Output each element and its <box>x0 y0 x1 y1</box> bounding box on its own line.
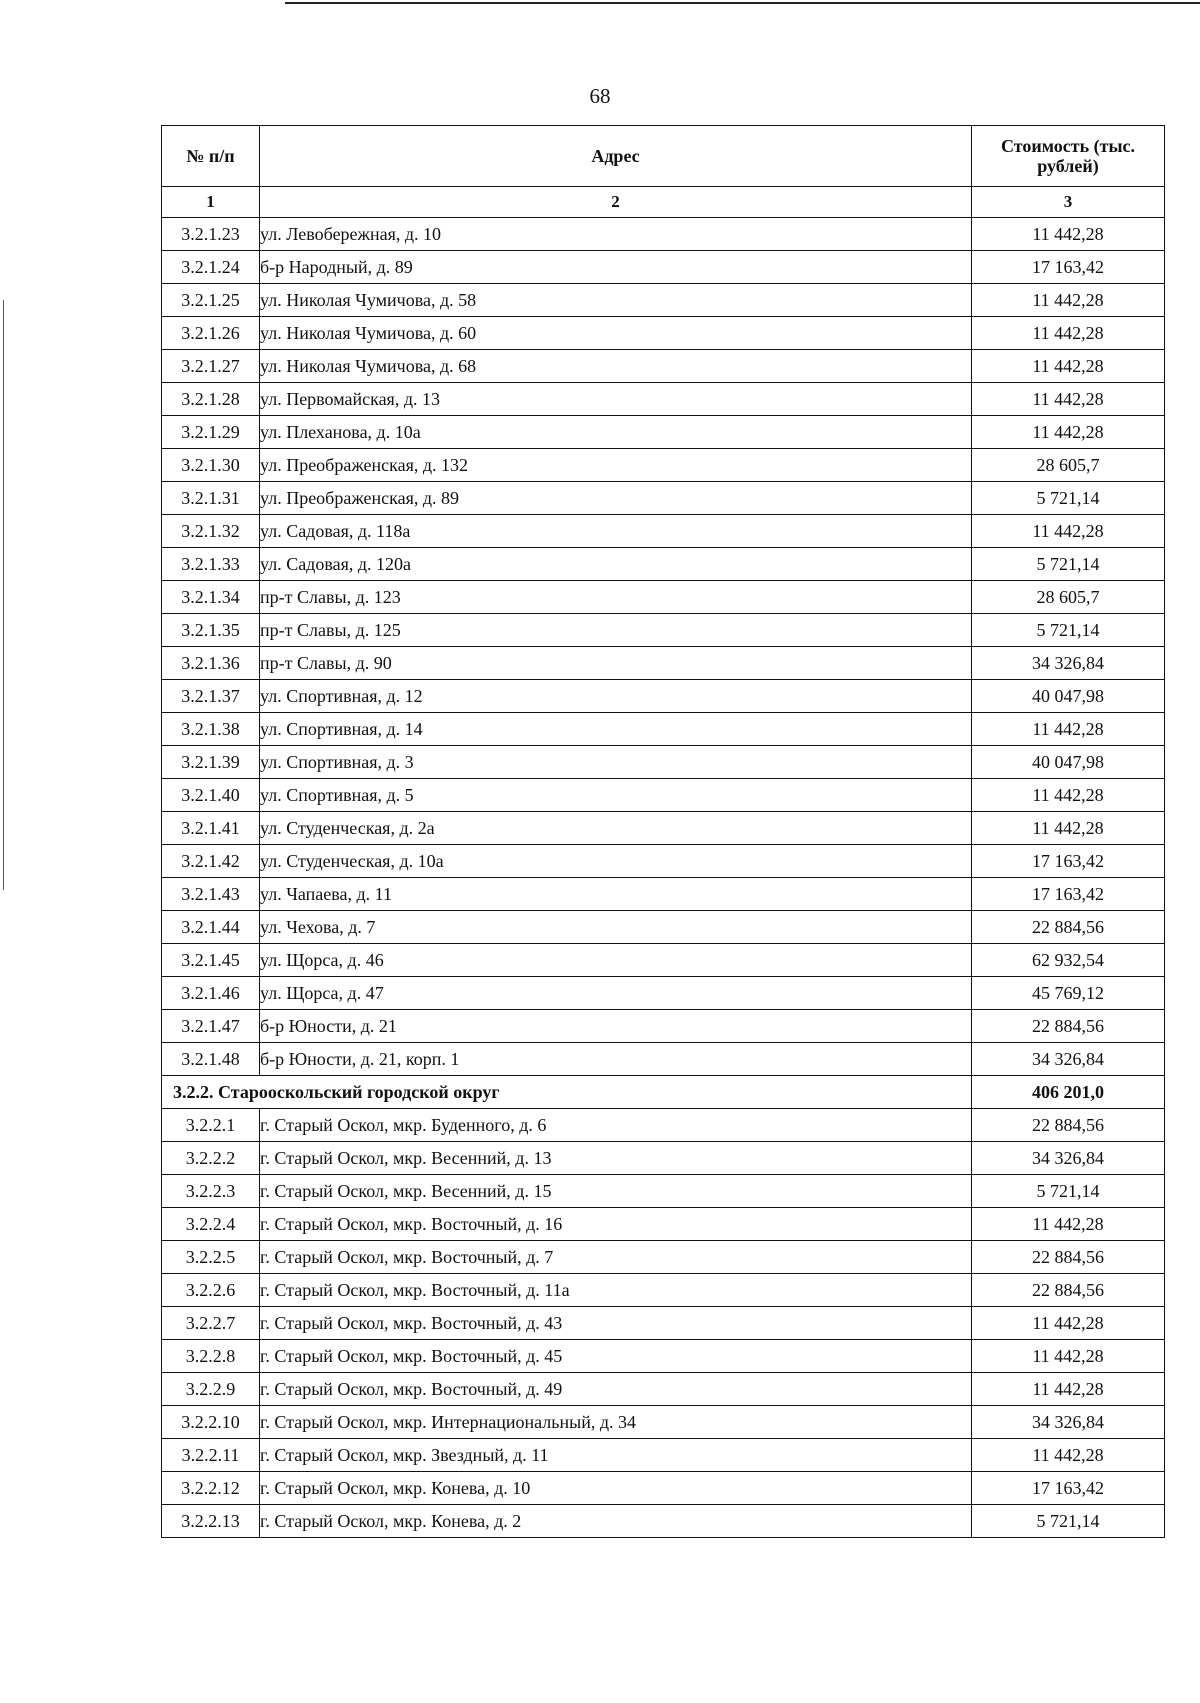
row-address: ул. Плеханова, д. 10а <box>260 416 972 449</box>
row-number: 3.2.2.5 <box>162 1241 260 1274</box>
row-cost: 22 884,56 <box>972 911 1165 944</box>
row-number: 3.2.1.35 <box>162 614 260 647</box>
page-number: 68 <box>589 84 611 108</box>
row-address: ул. Николая Чумичова, д. 58 <box>260 284 972 317</box>
row-cost: 11 442,28 <box>972 515 1165 548</box>
row-cost: 5 721,14 <box>972 614 1165 647</box>
row-cost: 5 721,14 <box>972 548 1165 581</box>
row-number: 3.2.1.27 <box>162 350 260 383</box>
table-row <box>162 1208 1165 1241</box>
row-address: ул. Первомайская, д. 13 <box>260 383 972 416</box>
row-address: г. Старый Оскол, мкр. Конева, д. 10 <box>260 1472 972 1505</box>
row-cost: 28 605,7 <box>972 581 1165 614</box>
top-rule <box>285 2 1200 4</box>
row-address: ул. Спортивная, д. 5 <box>260 779 972 812</box>
table-row <box>162 383 1165 416</box>
row-address: г. Старый Оскол, мкр. Восточный, д. 45 <box>260 1340 972 1373</box>
row-number: 3.2.2.8 <box>162 1340 260 1373</box>
row-cost: 5 721,14 <box>972 1175 1165 1208</box>
row-cost: 11 442,28 <box>972 779 1165 812</box>
row-number: 3.2.1.39 <box>162 746 260 779</box>
row-number: 3.2.1.29 <box>162 416 260 449</box>
row-cost: 11 442,28 <box>972 812 1165 845</box>
table-row <box>162 812 1165 845</box>
row-address: г. Старый Оскол, мкр. Звездный, д. 11 <box>260 1439 972 1472</box>
table-row <box>162 845 1165 878</box>
table-row <box>162 251 1165 284</box>
table-row <box>162 515 1165 548</box>
row-address: ул. Садовая, д. 118а <box>260 515 972 548</box>
row-cost: 22 884,56 <box>972 1241 1165 1274</box>
row-number: 3.2.1.26 <box>162 317 260 350</box>
row-number: 3.2.1.25 <box>162 284 260 317</box>
table-row <box>162 581 1165 614</box>
row-address: г. Старый Оскол, мкр. Буденного, д. 6 <box>260 1109 972 1142</box>
section-title: 3.2.2. Старооскольский городской округ <box>162 1076 972 1109</box>
row-address: г. Старый Оскол, мкр. Интернациональный, д. 34 <box>260 1406 972 1439</box>
row-number: 3.2.1.23 <box>162 218 260 251</box>
row-address: б-р Народный, д. 89 <box>260 251 972 284</box>
row-cost: 11 442,28 <box>972 713 1165 746</box>
row-cost: 11 442,28 <box>972 383 1165 416</box>
column-number-1: 1 <box>162 187 260 218</box>
table-row <box>162 1439 1165 1472</box>
row-number: 3.2.2.4 <box>162 1208 260 1241</box>
row-address: г. Старый Оскол, мкр. Восточный, д. 43 <box>260 1307 972 1340</box>
table-row <box>162 977 1165 1010</box>
row-number: 3.2.2.9 <box>162 1373 260 1406</box>
header-row <box>162 126 1165 187</box>
table-row <box>162 482 1165 515</box>
row-number: 3.2.1.36 <box>162 647 260 680</box>
row-number: 3.2.1.32 <box>162 515 260 548</box>
table-row <box>162 1109 1165 1142</box>
table-row <box>162 1505 1165 1538</box>
row-cost: 34 326,84 <box>972 647 1165 680</box>
header-address: Адрес <box>260 126 972 187</box>
section-total-cost: 406 201,0 <box>972 1076 1165 1109</box>
row-cost: 22 884,56 <box>972 1109 1165 1142</box>
table-row <box>162 878 1165 911</box>
row-cost: 40 047,98 <box>972 680 1165 713</box>
row-cost: 45 769,12 <box>972 977 1165 1010</box>
row-number: 3.2.2.11 <box>162 1439 260 1472</box>
table-row <box>162 1373 1165 1406</box>
row-number: 3.2.1.28 <box>162 383 260 416</box>
row-cost: 11 442,28 <box>972 1439 1165 1472</box>
row-cost: 11 442,28 <box>972 1373 1165 1406</box>
row-number: 3.2.1.34 <box>162 581 260 614</box>
row-address: ул. Левобережная, д. 10 <box>260 218 972 251</box>
row-address: пр-т Славы, д. 90 <box>260 647 972 680</box>
row-number: 3.2.1.42 <box>162 845 260 878</box>
row-cost: 11 442,28 <box>972 1307 1165 1340</box>
row-cost: 11 442,28 <box>972 416 1165 449</box>
row-address: б-р Юности, д. 21 <box>260 1010 972 1043</box>
row-address: г. Старый Оскол, мкр. Восточный, д. 16 <box>260 1208 972 1241</box>
table-row <box>162 350 1165 383</box>
row-number: 3.2.1.44 <box>162 911 260 944</box>
row-cost: 22 884,56 <box>972 1010 1165 1043</box>
row-number: 3.2.2.13 <box>162 1505 260 1538</box>
row-number: 3.2.1.46 <box>162 977 260 1010</box>
table-row <box>162 614 1165 647</box>
row-number: 3.2.2.7 <box>162 1307 260 1340</box>
table-row <box>162 317 1165 350</box>
row-address: г. Старый Оскол, мкр. Весенний, д. 15 <box>260 1175 972 1208</box>
row-address: ул. Садовая, д. 120а <box>260 548 972 581</box>
row-address: ул. Спортивная, д. 3 <box>260 746 972 779</box>
row-address: пр-т Славы, д. 123 <box>260 581 972 614</box>
table-row <box>162 1010 1165 1043</box>
row-address: ул. Николая Чумичова, д. 60 <box>260 317 972 350</box>
row-number: 3.2.1.40 <box>162 779 260 812</box>
row-number: 3.2.1.30 <box>162 449 260 482</box>
row-cost: 11 442,28 <box>972 1340 1165 1373</box>
table-row <box>162 1406 1165 1439</box>
cost-table <box>161 125 1165 1538</box>
row-cost: 17 163,42 <box>972 1472 1165 1505</box>
row-cost: 28 605,7 <box>972 449 1165 482</box>
table-row <box>162 1241 1165 1274</box>
row-address: ул. Николая Чумичова, д. 68 <box>260 350 972 383</box>
column-number-2: 2 <box>260 187 972 218</box>
row-cost: 11 442,28 <box>972 1208 1165 1241</box>
row-cost: 11 442,28 <box>972 284 1165 317</box>
row-cost: 34 326,84 <box>972 1043 1165 1076</box>
row-number: 3.2.1.31 <box>162 482 260 515</box>
row-number: 3.2.2.12 <box>162 1472 260 1505</box>
row-address: г. Старый Оскол, мкр. Конева, д. 2 <box>260 1505 972 1538</box>
header-number: № п/п <box>162 126 260 187</box>
row-number: 3.2.1.47 <box>162 1010 260 1043</box>
row-cost: 34 326,84 <box>972 1142 1165 1175</box>
row-number: 3.2.2.6 <box>162 1274 260 1307</box>
row-address: ул. Чапаева, д. 11 <box>260 878 972 911</box>
column-number-row <box>162 187 1165 218</box>
table-row <box>162 746 1165 779</box>
row-address: ул. Преображенская, д. 132 <box>260 449 972 482</box>
row-cost: 17 163,42 <box>972 878 1165 911</box>
row-address: ул. Преображенская, д. 89 <box>260 482 972 515</box>
row-address: ул. Спортивная, д. 14 <box>260 713 972 746</box>
table-row <box>162 1043 1165 1076</box>
row-number: 3.2.2.3 <box>162 1175 260 1208</box>
table-row <box>162 1274 1165 1307</box>
row-address: ул. Спортивная, д. 12 <box>260 680 972 713</box>
row-cost: 5 721,14 <box>972 1505 1165 1538</box>
row-address: г. Старый Оскол, мкр. Восточный, д. 11а <box>260 1274 972 1307</box>
row-address: ул. Щорса, д. 47 <box>260 977 972 1010</box>
table-row <box>162 713 1165 746</box>
row-cost: 11 442,28 <box>972 350 1165 383</box>
row-address: г. Старый Оскол, мкр. Восточный, д. 7 <box>260 1241 972 1274</box>
header-cost: Стоимость (тыс. рублей) <box>972 126 1165 187</box>
row-cost: 11 442,28 <box>972 317 1165 350</box>
column-number-3: 3 <box>972 187 1165 218</box>
row-number: 3.2.1.45 <box>162 944 260 977</box>
row-number: 3.2.2.1 <box>162 1109 260 1142</box>
row-number: 3.2.1.41 <box>162 812 260 845</box>
row-number: 3.2.1.24 <box>162 251 260 284</box>
row-address: ул. Щорса, д. 46 <box>260 944 972 977</box>
row-number: 3.2.2.2 <box>162 1142 260 1175</box>
table-row <box>162 548 1165 581</box>
row-cost: 22 884,56 <box>972 1274 1165 1307</box>
table-row <box>162 680 1165 713</box>
row-address: г. Старый Оскол, мкр. Восточный, д. 49 <box>260 1373 972 1406</box>
row-cost: 17 163,42 <box>972 251 1165 284</box>
row-cost: 62 932,54 <box>972 944 1165 977</box>
row-cost: 40 047,98 <box>972 746 1165 779</box>
row-cost: 5 721,14 <box>972 482 1165 515</box>
table-row <box>162 416 1165 449</box>
row-number: 3.2.1.38 <box>162 713 260 746</box>
row-number: 3.2.1.33 <box>162 548 260 581</box>
table-row <box>162 1175 1165 1208</box>
table-row <box>162 1472 1165 1505</box>
row-address: ул. Студенческая, д. 2а <box>260 812 972 845</box>
table-row <box>162 944 1165 977</box>
table-row <box>162 779 1165 812</box>
row-cost: 17 163,42 <box>972 845 1165 878</box>
row-address: г. Старый Оскол, мкр. Весенний, д. 13 <box>260 1142 972 1175</box>
row-number: 3.2.2.10 <box>162 1406 260 1439</box>
row-number: 3.2.1.48 <box>162 1043 260 1076</box>
table-row <box>162 911 1165 944</box>
table-row <box>162 1340 1165 1373</box>
row-address: ул. Чехова, д. 7 <box>260 911 972 944</box>
row-cost: 34 326,84 <box>972 1406 1165 1439</box>
row-address: б-р Юности, д. 21, корп. 1 <box>260 1043 972 1076</box>
table-row <box>162 1307 1165 1340</box>
table-row <box>162 449 1165 482</box>
row-number: 3.2.1.37 <box>162 680 260 713</box>
row-address: пр-т Славы, д. 125 <box>260 614 972 647</box>
table-row <box>162 1142 1165 1175</box>
table-row <box>162 647 1165 680</box>
row-cost: 11 442,28 <box>972 218 1165 251</box>
row-address: ул. Студенческая, д. 10а <box>260 845 972 878</box>
left-margin-line <box>3 300 4 890</box>
section-row <box>162 1076 1165 1109</box>
table-row <box>162 284 1165 317</box>
row-number: 3.2.1.43 <box>162 878 260 911</box>
table-row <box>162 218 1165 251</box>
